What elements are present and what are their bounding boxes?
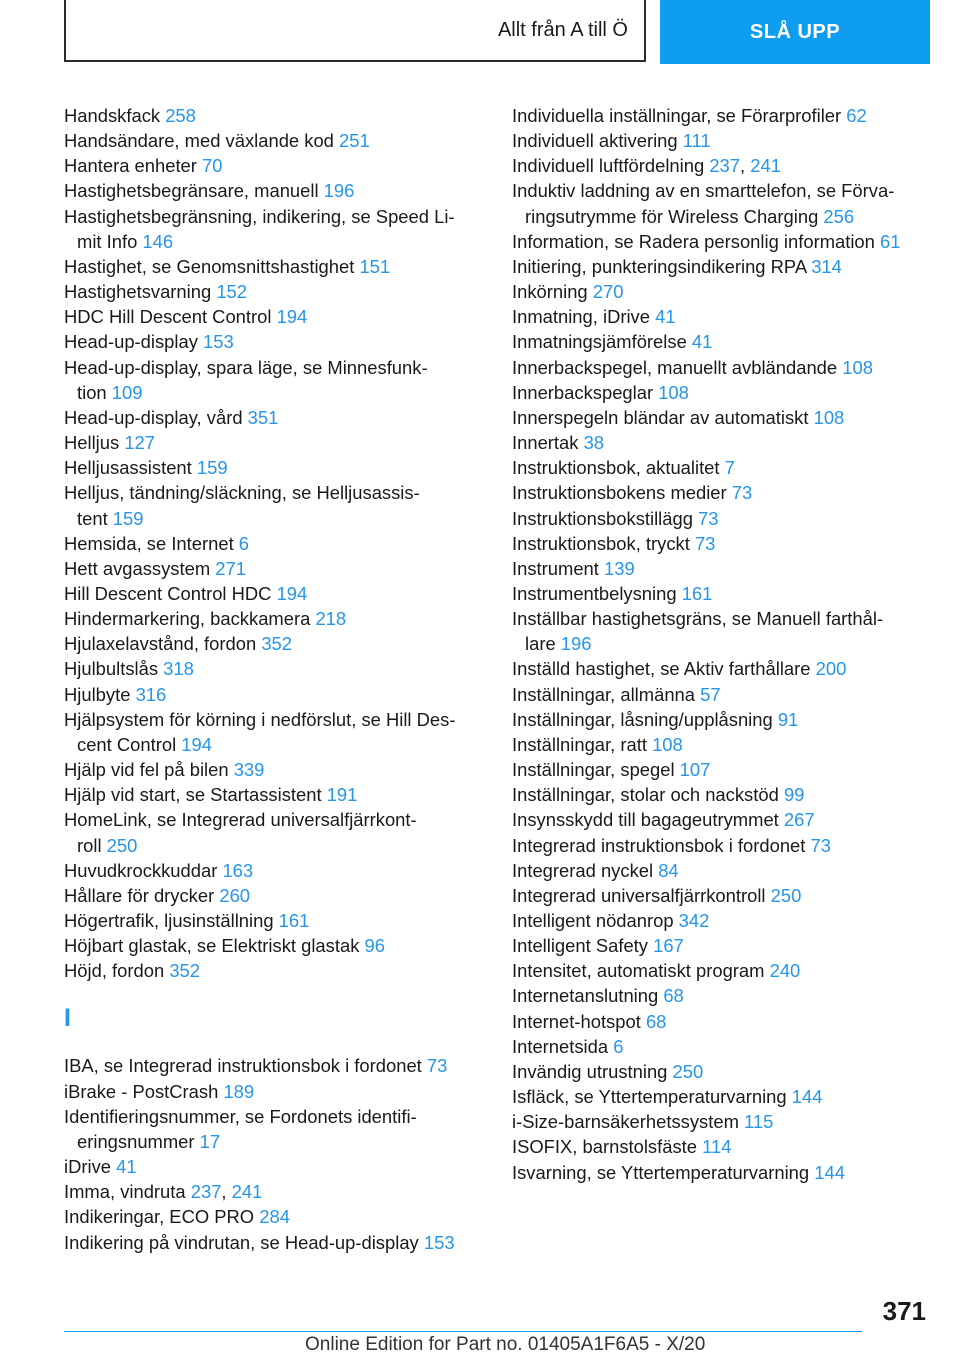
index-entry bbox=[64, 103, 484, 128]
entry-text: Inställningar, låsning/upplåsning bbox=[512, 708, 778, 730]
index-entry bbox=[512, 908, 932, 933]
entry-text: Integrerad nyckel bbox=[512, 859, 659, 881]
index-entry bbox=[64, 178, 484, 203]
page-reference-link[interactable]: 41 bbox=[116, 1156, 137, 1178]
entry-text: Inställbar hastighetsgräns, se Manuell farthål- bbox=[512, 608, 884, 630]
page-reference-link[interactable]: 267 bbox=[783, 809, 815, 831]
index-entry bbox=[512, 1134, 932, 1159]
index-entry bbox=[64, 858, 484, 883]
entry-text: Instrument bbox=[512, 557, 604, 579]
entry-text: Information, se Radera personlig information bbox=[512, 230, 881, 252]
entry-text: Inställd hastighet, se Aktiv farthållare bbox=[512, 658, 816, 680]
entry-text: Hjulbyte bbox=[64, 683, 136, 705]
index-entry bbox=[512, 1034, 932, 1059]
index-entry bbox=[512, 833, 932, 858]
entry-text: ringsutrymme för Wireless Charging bbox=[525, 205, 824, 227]
page-reference-link[interactable]: 152 bbox=[216, 281, 248, 303]
index-entry bbox=[64, 581, 484, 606]
index-entry bbox=[512, 1109, 932, 1134]
index-entry bbox=[64, 1230, 484, 1255]
index-entry bbox=[512, 983, 932, 1008]
page-reference-link[interactable]: 241 bbox=[231, 1181, 263, 1203]
page-reference-link[interactable]: 146 bbox=[142, 230, 174, 252]
entry-text: Hemsida, se Internet bbox=[64, 532, 239, 554]
index-entry bbox=[64, 405, 484, 430]
index-entry bbox=[512, 380, 932, 405]
index-entry bbox=[512, 279, 932, 304]
page-reference-link[interactable]: 153 bbox=[423, 1231, 455, 1253]
page-reference-link[interactable]: 314 bbox=[811, 255, 842, 277]
entry-text: Instruktionsbokstillägg bbox=[512, 507, 699, 529]
index-entry bbox=[512, 858, 932, 883]
index-entry bbox=[64, 455, 484, 480]
page-reference-link[interactable]: 167 bbox=[653, 935, 684, 957]
index-entry bbox=[512, 128, 932, 153]
page-reference-link[interactable]: 108 bbox=[842, 356, 873, 378]
entry-text: Internetsida bbox=[512, 1035, 614, 1057]
entry-text: Innerbackspeglar bbox=[512, 381, 659, 403]
page-reference-link[interactable]: 68 bbox=[663, 985, 684, 1007]
index-entry bbox=[64, 279, 484, 304]
page-reference-link[interactable]: 194 bbox=[181, 733, 212, 755]
entry-text: Isfläck, se Yttertemperaturvarning bbox=[512, 1086, 792, 1108]
index-entry bbox=[512, 807, 932, 832]
page-reference-link[interactable]: 73 bbox=[698, 507, 719, 529]
entry-text: Hjälp vid fel på bilen bbox=[64, 759, 234, 781]
entry-text: Höjd, fordon bbox=[64, 960, 170, 982]
entry-text: Instrumentbelysning bbox=[512, 582, 682, 604]
page-reference-link[interactable]: 352 bbox=[261, 633, 292, 655]
page-reference-link[interactable]: 153 bbox=[203, 331, 234, 353]
page-reference-link[interactable]: 62 bbox=[846, 105, 867, 126]
entry-text: Internetanslutning bbox=[512, 985, 664, 1007]
index-entry bbox=[64, 656, 484, 681]
entry-text: Hastighet, se Genomsnittshastighet bbox=[64, 255, 360, 277]
index-column-right bbox=[512, 103, 932, 1185]
page-reference-link[interactable]: 139 bbox=[604, 557, 635, 579]
entry-text: Identifieringsnummer, se Fordonets identifi- bbox=[64, 1105, 417, 1127]
entry-text: Instruktionsbok, aktualitet bbox=[512, 457, 725, 479]
index-entry bbox=[512, 355, 932, 380]
entry-text: Individuell luftfördelning bbox=[512, 155, 710, 177]
entry-text: Hjälp vid start, se Startassistent bbox=[64, 784, 327, 806]
entry-text: Hastighetsbegränsare, manuell bbox=[64, 180, 324, 202]
entry-text: Initiering, punkteringsindikering RPA bbox=[512, 255, 812, 277]
page-reference-link[interactable]: 351 bbox=[247, 406, 279, 428]
index-entry bbox=[512, 1160, 932, 1185]
index-entry bbox=[64, 304, 484, 329]
entry-text: cent Control bbox=[77, 733, 182, 755]
index-entry bbox=[64, 807, 484, 857]
page-reference-link[interactable]: 96 bbox=[364, 935, 385, 957]
index-entry bbox=[512, 1009, 932, 1034]
index-entry bbox=[512, 229, 932, 254]
entry-text: Individuella inställningar, se Förarprofiler bbox=[512, 105, 847, 126]
index-entry bbox=[512, 883, 932, 908]
entry-text: tion bbox=[77, 381, 112, 403]
page-reference-link[interactable]: 159 bbox=[112, 507, 144, 529]
entry-text: Inställningar, allmänna bbox=[512, 683, 701, 705]
entry-text: iDrive bbox=[64, 1156, 117, 1178]
footer-divider bbox=[64, 1331, 862, 1332]
page-reference-link[interactable]: 70 bbox=[202, 155, 223, 177]
index-entry bbox=[64, 329, 484, 354]
index-entry bbox=[512, 455, 932, 480]
page-reference-link[interactable]: 68 bbox=[645, 1010, 667, 1032]
entry-text: Högertrafik, ljusinställning bbox=[64, 910, 279, 931]
index-entry bbox=[512, 757, 932, 782]
entry-text: Imma, vindruta bbox=[64, 1181, 191, 1203]
page-reference-link[interactable]: 271 bbox=[215, 557, 246, 579]
index-entry bbox=[512, 430, 932, 455]
entry-text: Invändig utrustning bbox=[512, 1060, 673, 1082]
entry-text: Indikeringar, ECO PRO bbox=[64, 1206, 260, 1228]
entry-text: Intelligent nödanrop bbox=[512, 910, 679, 931]
entry-text: Hindermarkering, backkamera bbox=[64, 608, 316, 630]
page-reference-link[interactable]: 108 bbox=[652, 733, 683, 755]
index-entry bbox=[64, 254, 484, 279]
page-reference-link[interactable]: 250 bbox=[106, 834, 138, 856]
index-entry bbox=[512, 329, 932, 354]
page-reference-link[interactable]: 318 bbox=[163, 658, 194, 680]
page-reference-link[interactable]: 108 bbox=[813, 406, 845, 428]
index-entry bbox=[64, 556, 484, 581]
entry-text: Hastighetsvarning bbox=[64, 281, 217, 303]
entry-text: Internet-hotspot bbox=[512, 1010, 646, 1032]
entry-text: Head-up-display, spara läge, se Minnesfunk- bbox=[64, 356, 428, 378]
page-reference-link[interactable]: 284 bbox=[259, 1206, 290, 1228]
index-entry bbox=[64, 1053, 484, 1078]
page-reference-link[interactable]: 144 bbox=[791, 1086, 823, 1108]
entry-text: Isvarning, se Yttertemperaturvarning bbox=[512, 1161, 815, 1183]
page-reference-link[interactable]: 57 bbox=[700, 683, 721, 705]
entry-text: iBrake - PostCrash bbox=[64, 1080, 224, 1102]
page-reference-link[interactable]: 251 bbox=[339, 130, 370, 152]
index-entry bbox=[512, 405, 932, 430]
entry-text: Inmatningsjämförelse bbox=[512, 331, 692, 353]
entry-text: Inställningar, stolar och nackstöd bbox=[512, 784, 784, 806]
page-reference-link[interactable]: 241 bbox=[750, 155, 781, 177]
index-entry bbox=[512, 958, 932, 983]
index-entry bbox=[512, 531, 932, 556]
index-entry bbox=[64, 355, 484, 405]
page-reference-link[interactable]: 161 bbox=[681, 582, 713, 604]
page-reference-link[interactable]: 194 bbox=[276, 582, 308, 604]
page-reference-link[interactable]: 38 bbox=[583, 432, 605, 454]
entry-text: Induktiv laddning av en smarttelefon, se Förva- bbox=[512, 180, 895, 202]
page-reference-link[interactable]: 161 bbox=[278, 910, 310, 931]
entry-text: Hållare för drycker bbox=[64, 884, 220, 906]
entry-text: Innerbackspegel, manuellt avbländande bbox=[512, 356, 843, 378]
index-entry bbox=[64, 204, 484, 254]
index-entry bbox=[64, 1079, 484, 1104]
page-reference-link[interactable]: 115 bbox=[744, 1111, 774, 1133]
index-entry bbox=[512, 581, 932, 606]
index-entry: Imma, vindruta 237, 241 bbox=[64, 1181, 263, 1203]
entry-text: HDC Hill Descent Control bbox=[64, 306, 277, 328]
page-reference-link[interactable]: 7 bbox=[724, 457, 735, 479]
entry-text: roll bbox=[77, 834, 107, 856]
index-entry bbox=[64, 606, 484, 631]
page-reference-link[interactable]: 73 bbox=[694, 532, 716, 554]
index-entry bbox=[64, 933, 484, 958]
index-entry bbox=[512, 254, 932, 279]
index-entry bbox=[512, 656, 932, 681]
index-entry bbox=[512, 782, 932, 807]
page-reference-link[interactable]: 6 bbox=[238, 532, 250, 554]
entry-text: Inkörning bbox=[512, 281, 593, 303]
page-reference-link[interactable]: 108 bbox=[658, 381, 689, 403]
entry-text: ISOFIX, barnstolsfäste bbox=[512, 1136, 703, 1158]
index-entry bbox=[512, 506, 932, 531]
index-entry bbox=[64, 1154, 484, 1179]
page-reference-link[interactable]: 196 bbox=[560, 633, 592, 655]
index-entry bbox=[64, 430, 484, 455]
page-reference-link[interactable]: 194 bbox=[276, 306, 308, 328]
page-reference-link[interactable]: 17 bbox=[199, 1130, 221, 1152]
entry-text: Handskfack bbox=[64, 105, 166, 126]
page-reference-link[interactable]: 111 bbox=[682, 130, 711, 152]
index-entry bbox=[64, 782, 484, 807]
entry-text: Innertak bbox=[512, 432, 584, 454]
index-entry bbox=[64, 1104, 484, 1154]
entry-text: Helljus bbox=[64, 432, 125, 454]
index-entry bbox=[64, 128, 484, 153]
page-reference-link[interactable]: 109 bbox=[111, 381, 143, 403]
index-entry bbox=[512, 682, 932, 707]
index-entry bbox=[64, 153, 484, 178]
page-reference-link[interactable]: 218 bbox=[315, 608, 347, 630]
index-entry bbox=[64, 958, 484, 983]
page-reference-link[interactable]: 240 bbox=[769, 960, 801, 982]
page-reference-link[interactable]: 144 bbox=[814, 1161, 845, 1183]
entry-text: Inmatning, iDrive bbox=[512, 306, 656, 328]
entry-text: Indikering på vindrutan, se Head-up-display bbox=[64, 1231, 424, 1253]
entry-text: Intelligent Safety bbox=[512, 935, 654, 957]
entry-text: Handsändare, med växlande kod bbox=[64, 130, 340, 152]
page-reference-link[interactable]: 6 bbox=[613, 1035, 624, 1057]
page-reference-link[interactable]: 237 bbox=[709, 155, 741, 177]
entry-text: Hjulbultslås bbox=[64, 658, 164, 680]
index-entry bbox=[512, 933, 932, 958]
index-entry bbox=[512, 103, 932, 128]
page-reference-link[interactable]: 41 bbox=[691, 331, 713, 353]
index-entry bbox=[512, 1084, 932, 1109]
entry-text: Head-up-display, vård bbox=[64, 406, 248, 428]
tab-a-to-o[interactable]: Allt från A till Ö bbox=[64, 0, 646, 62]
index-entry bbox=[512, 606, 932, 656]
page-reference-link[interactable]: 196 bbox=[323, 180, 355, 202]
entry-text: Helljus, tändning/släckning, se Helljusassis- bbox=[64, 482, 420, 504]
entry-text: i-Size-barnsäkerhetssystem bbox=[512, 1111, 745, 1133]
entry-text: Huvudkrockkuddar bbox=[64, 859, 223, 881]
index-entry bbox=[64, 908, 484, 933]
page-reference-link[interactable]: 316 bbox=[135, 683, 167, 705]
entry-text: Hjulaxelavstånd, fordon bbox=[64, 633, 262, 655]
index-column-left bbox=[64, 103, 484, 1255]
footer-edition: Online Edition for Part no. 01405A1F6A5 - X/20 bbox=[305, 1334, 706, 1355]
page-reference-link[interactable]: 189 bbox=[223, 1080, 255, 1102]
index-entry: Individuell luftfördelning 237, 241 bbox=[512, 155, 781, 177]
page-reference-link[interactable]: 200 bbox=[815, 658, 847, 680]
page-reference-link[interactable]: 73 bbox=[731, 482, 753, 504]
page-reference-link[interactable]: 127 bbox=[124, 432, 155, 454]
page-reference-link[interactable]: 270 bbox=[592, 281, 624, 303]
page-reference-link[interactable]: 73 bbox=[426, 1055, 448, 1077]
header-tabs bbox=[64, 0, 930, 64]
page-reference-link[interactable]: 91 bbox=[777, 708, 799, 730]
index-entry bbox=[64, 631, 484, 656]
page-reference-link[interactable]: 84 bbox=[658, 859, 679, 881]
index-entry bbox=[512, 556, 932, 581]
index-entry bbox=[64, 757, 484, 782]
page-reference-link[interactable]: 250 bbox=[672, 1060, 704, 1082]
page-reference-link[interactable]: 342 bbox=[678, 910, 710, 931]
page-reference-link[interactable]: 260 bbox=[219, 884, 251, 906]
entry-text: Innerspegeln bländar av automatiskt bbox=[512, 406, 814, 428]
section-letter: I bbox=[64, 1004, 71, 1033]
index-entry bbox=[512, 480, 932, 505]
entry-text: Hantera enheter bbox=[64, 155, 203, 177]
page-reference-link[interactable]: 61 bbox=[880, 230, 901, 252]
page-reference-link[interactable]: 258 bbox=[165, 105, 196, 126]
page-reference-link[interactable]: 256 bbox=[823, 205, 855, 227]
page-reference-link[interactable]: 237 bbox=[190, 1181, 222, 1203]
index-entry bbox=[512, 178, 932, 228]
entry-text: Instruktionsbokens medier bbox=[512, 482, 732, 504]
entry-text: HomeLink, se Integrerad universalfjärrkont- bbox=[64, 809, 417, 831]
entry-text: Hastighetsbegränsning, indikering, se Speed Li- bbox=[64, 205, 455, 227]
index-entry bbox=[512, 1059, 932, 1084]
entry-text: Integrerad instruktionsbok i fordonet bbox=[512, 834, 811, 856]
entry-text: eringsnummer bbox=[77, 1130, 200, 1152]
entry-text: Helljusassistent bbox=[64, 457, 197, 479]
index-entry bbox=[64, 1204, 484, 1229]
entry-text: Instruktionsbok, tryckt bbox=[512, 532, 695, 554]
page-reference-link[interactable]: 159 bbox=[196, 457, 228, 479]
entry-text: Intensitet, automatiskt program bbox=[512, 960, 770, 982]
entry-text: Individuell aktivering bbox=[512, 130, 683, 152]
page-reference-link[interactable]: 163 bbox=[222, 859, 254, 881]
page-reference-link[interactable]: 151 bbox=[359, 255, 391, 277]
index-entry bbox=[64, 682, 484, 707]
page-number: 371 bbox=[882, 1296, 926, 1326]
tab-look-up[interactable]: SLÅ UPP bbox=[660, 0, 930, 64]
entry-text: Hjälpsystem för körning i nedförslut, se Hill Des- bbox=[64, 708, 456, 730]
page-reference-link[interactable]: 339 bbox=[233, 759, 265, 781]
page-reference-link[interactable]: 73 bbox=[810, 834, 831, 856]
index-entry bbox=[64, 531, 484, 556]
page-reference-link[interactable]: 41 bbox=[655, 306, 676, 328]
entry-text: lare bbox=[525, 633, 561, 655]
index-entry bbox=[64, 480, 484, 530]
entry-text: Inställningar, ratt bbox=[512, 733, 653, 755]
page-reference-link[interactable]: 107 bbox=[679, 759, 711, 781]
entry-text: Inställningar, spegel bbox=[512, 759, 680, 781]
page-reference-link[interactable]: 114 bbox=[702, 1136, 732, 1158]
entry-text: Höjbart glastak, se Elektriskt glastak bbox=[64, 935, 365, 957]
entry-text: mit Info bbox=[77, 230, 143, 252]
page-reference-link[interactable]: 191 bbox=[326, 784, 358, 806]
entry-text: Hill Descent Control HDC bbox=[64, 582, 277, 604]
index-entry bbox=[512, 304, 932, 329]
entry-text: Insynsskydd till bagageutrymmet bbox=[512, 809, 784, 831]
entry-text: Integrerad universalfjärrkontroll bbox=[512, 884, 771, 906]
page-reference-link[interactable]: 250 bbox=[770, 884, 802, 906]
entry-text: Head-up-display bbox=[64, 331, 204, 353]
entry-text: tent bbox=[77, 507, 113, 529]
index-entry bbox=[64, 707, 484, 757]
page-reference-link[interactable]: 352 bbox=[169, 960, 200, 982]
index-entry bbox=[512, 732, 932, 757]
entry-text: Hett avgassystem bbox=[64, 557, 216, 579]
index-entry bbox=[64, 883, 484, 908]
page-reference-link[interactable]: 99 bbox=[783, 784, 805, 806]
index-entry bbox=[512, 707, 932, 732]
entry-text: IBA, se Integrerad instruktionsbok i fordonet bbox=[64, 1055, 427, 1077]
